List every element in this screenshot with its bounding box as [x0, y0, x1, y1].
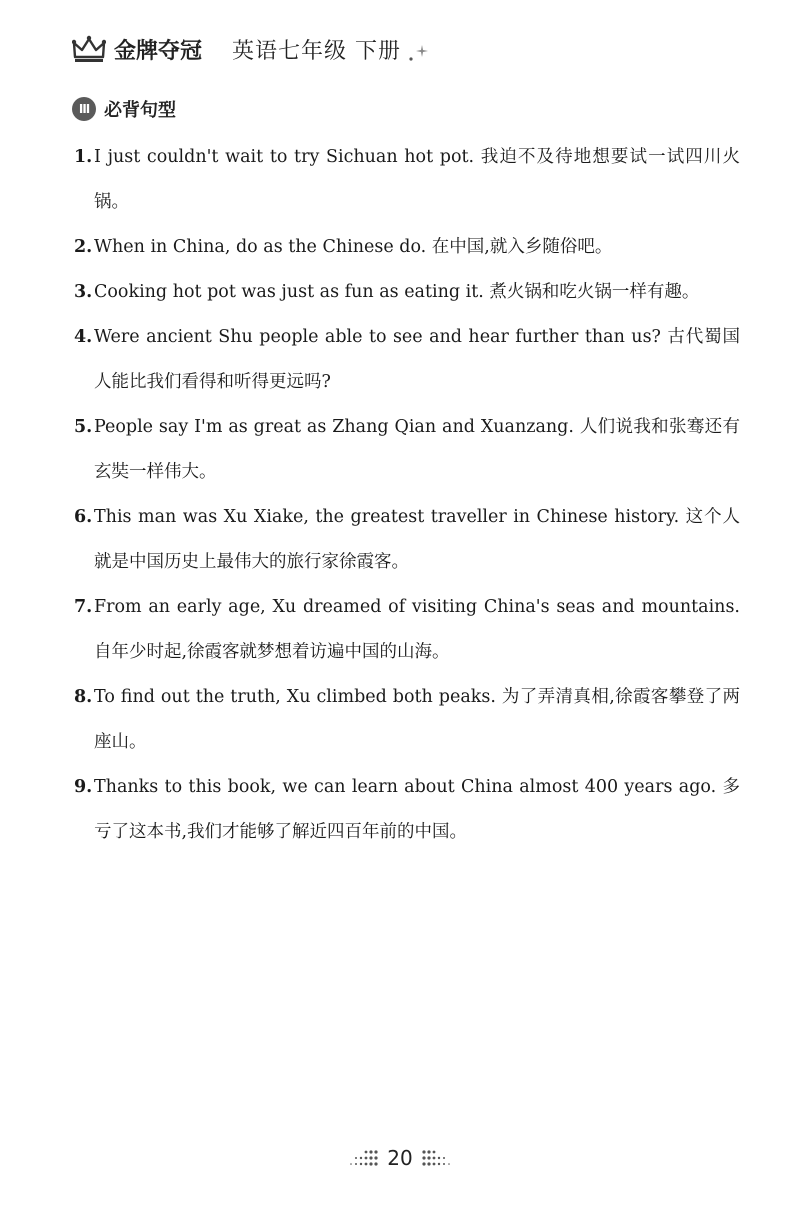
sentence-item: [74, 585, 740, 675]
book-subject: 英语七年级 下册: [232, 39, 402, 64]
sentence-text: Thanks to this book, we can learn about China almost 400 years ago. 多亏了这本书,我们才能够了解近四百年前的中国。: [94, 777, 740, 842]
sentence-number: 9.: [74, 777, 93, 797]
crown-icon: [72, 35, 106, 65]
sentence-text: Cooking hot pot was just as fun as eating it. 煮火锅和吃火锅一样有趣。: [94, 282, 700, 302]
sentence-text: To find out the truth, Xu climbed both peaks. 为了弄清真相,徐霞客攀登了两座山。: [94, 687, 740, 752]
sentence-text: This man was Xu Xiake, the greatest traveller in Chinese history. 这个人就是中国历史上最伟大的旅行家徐霞客。: [94, 507, 740, 572]
sentence-number: 2.: [74, 237, 93, 257]
sentence-text: When in China, do as the Chinese do. 在中国,就入乡随俗吧。: [94, 237, 613, 257]
dots-left-decoration-icon: [341, 1148, 379, 1168]
sentence-item: [74, 270, 740, 315]
sentence-text: From an early age, Xu dreamed of visiting China's seas and mountains. 自年少时起,徐霞客就梦想着访遍中国的山海。: [94, 597, 740, 662]
page-header: [72, 34, 431, 65]
sentence-list: [74, 135, 740, 855]
page-number: 20: [387, 1146, 413, 1170]
sentence-number: 3.: [74, 282, 93, 302]
sentence-item: [74, 405, 740, 495]
brand-title: 金牌夺冠: [114, 39, 203, 64]
sentence-text: I just couldn't wait to try Sichuan hot pot. 我迫不及待地想要试一试四川火锅。: [94, 147, 740, 212]
sentence-text: People say I'm as great as Zhang Qian and Xuanzang. 人们说我和张骞还有玄奘一样伟大。: [94, 417, 740, 482]
sentence-item: [74, 495, 740, 585]
sentence-item: [74, 315, 740, 405]
sparkle-icon: [407, 43, 431, 63]
sentence-item: [74, 765, 740, 855]
sentence-text: Were ancient Shu people able to see and hear further than us? 古代蜀国人能比我们看得和听得更远吗?: [94, 327, 740, 392]
sentence-number: 7.: [74, 597, 93, 617]
sentence-item: [74, 675, 740, 765]
sentence-number: 5.: [74, 417, 93, 437]
dots-right-decoration-icon: [421, 1148, 459, 1168]
sentence-number: 4.: [74, 327, 93, 347]
sentence-item: [74, 225, 740, 270]
section-heading: [72, 96, 176, 122]
section-numeral-badge: Ⅲ: [72, 97, 96, 121]
page-footer: [0, 1146, 800, 1170]
sentence-number: 1.: [74, 147, 93, 167]
section-title: 必背句型: [104, 100, 176, 121]
sentence-item: [74, 135, 740, 225]
sentence-number: 8.: [74, 687, 93, 707]
sentence-number: 6.: [74, 507, 93, 527]
